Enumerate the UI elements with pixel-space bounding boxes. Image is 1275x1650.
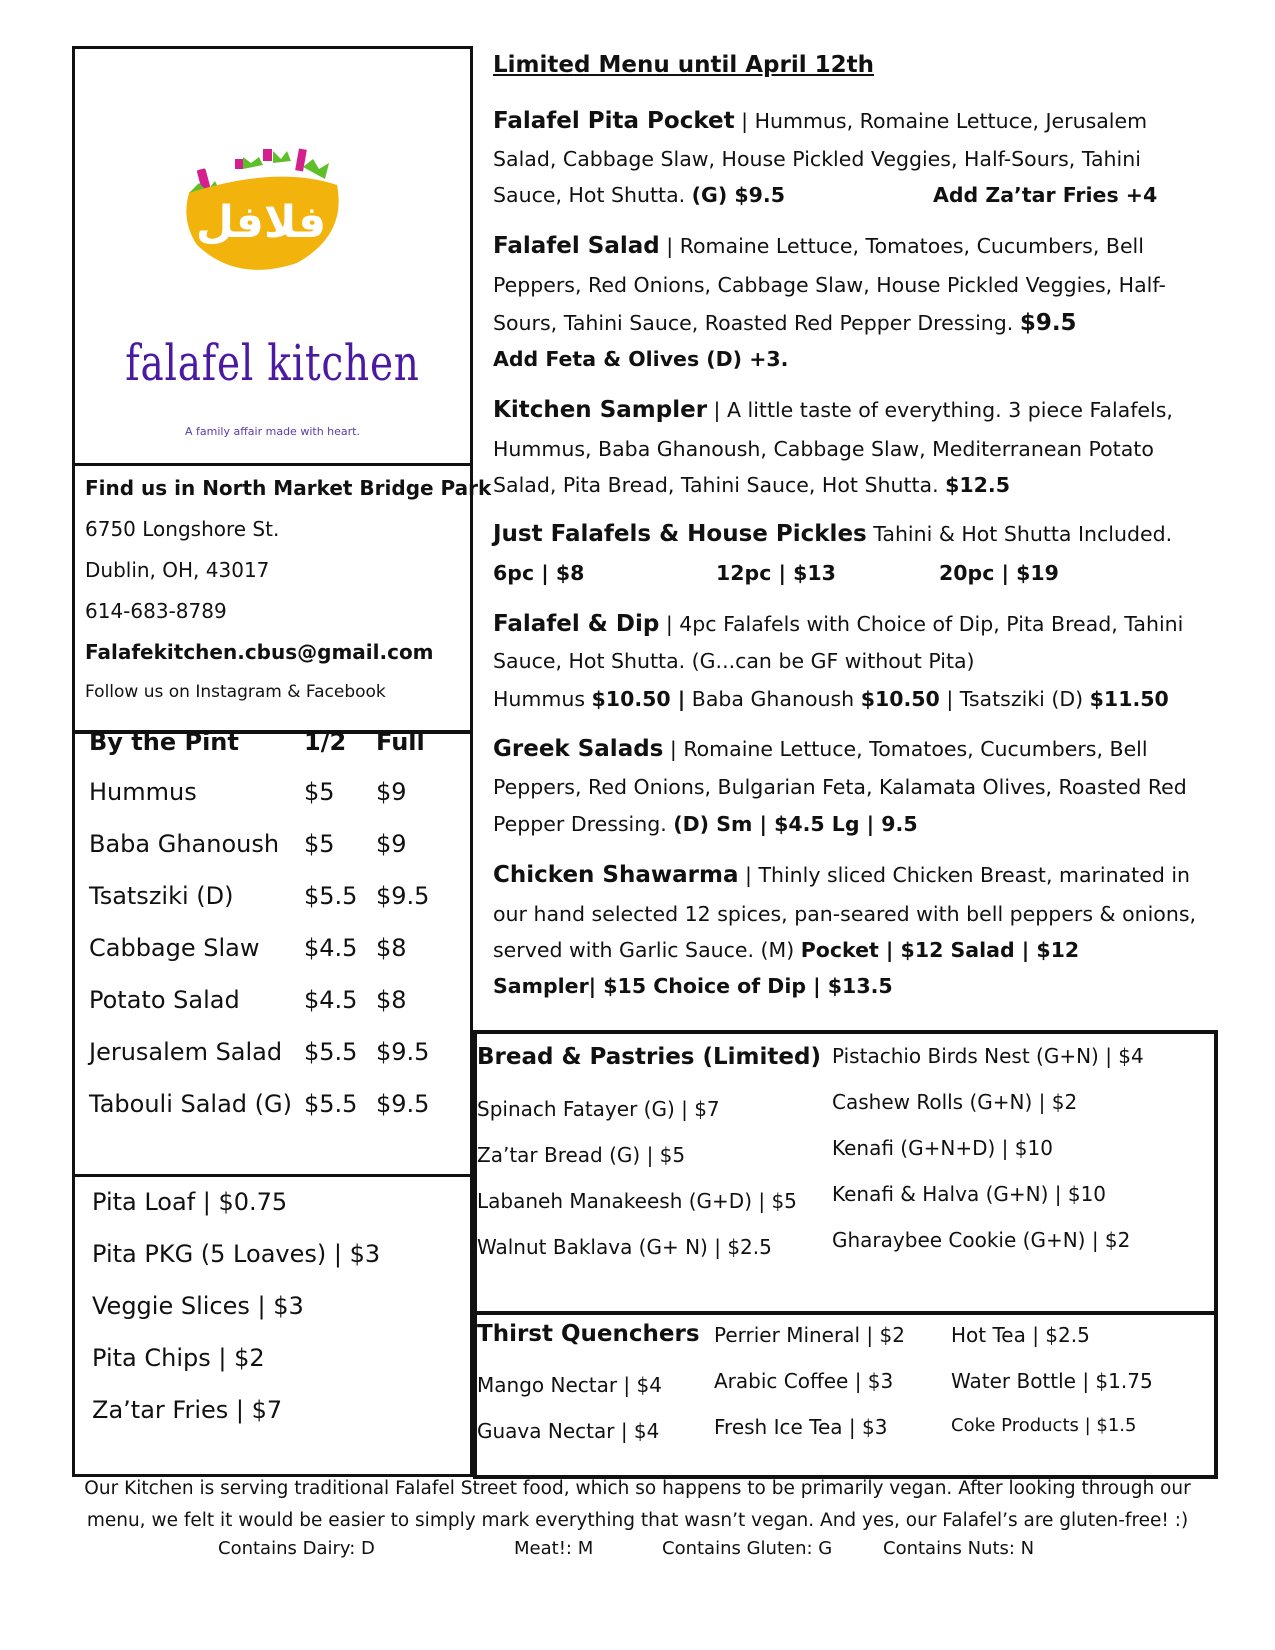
address-line-1: 6750 Longshore St.	[85, 517, 280, 541]
pita-pocket-name: Falafel Pita Pocket	[493, 108, 735, 134]
falafel-salad-line-2: Peppers, Red Onions, Cabbage Slaw, House Pickled Veggies, Half-	[493, 273, 1166, 297]
greek-salads-line-2: Peppers, Red Onions, Bulgarian Feta, Kalamata Olives, Roasted Red	[493, 775, 1187, 799]
extras-panel	[72, 1174, 473, 1477]
pita-pocket-addon: Add Za’tar Fries +4	[933, 183, 1158, 207]
falafel-salad-line-1: Falafel Salad | Romaine Lettuce, Tomatoes, Cucumbers, Bell	[493, 233, 1144, 259]
extras-item: Veggie Slices | $3	[92, 1292, 304, 1320]
shawarma-line-4: Sampler| $15 Choice of Dip | $13.5	[493, 974, 893, 998]
logo-arabic-text: فلافل	[195, 197, 327, 248]
pint-item-full-price: $8	[376, 934, 407, 962]
extras-item: Pita Chips | $2	[92, 1344, 265, 1372]
find-us-heading: Find us in North Market Bridge Park	[85, 476, 492, 500]
legend-gluten: Contains Gluten: G	[662, 1538, 833, 1559]
drink-item: Guava Nectar | $4	[477, 1419, 660, 1443]
extras-item: Za’tar Fries | $7	[92, 1396, 283, 1424]
drinks-title: Thirst Quenchers	[477, 1321, 700, 1347]
pint-item-name: Tabouli Salad (G)	[89, 1090, 292, 1118]
drink-item: Hot Tea | $2.5	[951, 1323, 1090, 1347]
pint-item-half-price: $4.5	[304, 986, 358, 1014]
brand-name: falafel kitchen	[125, 334, 420, 392]
pint-item-half-price: $5	[304, 778, 335, 806]
drink-item: Water Bottle | $1.75	[951, 1369, 1153, 1393]
legend-nuts: Contains Nuts: N	[883, 1538, 1035, 1559]
pint-title: By the Pint	[89, 728, 239, 756]
falafel-pita-logo-icon	[177, 145, 377, 295]
pint-item-name: Baba Ghanoush	[89, 830, 280, 858]
falafel-salad-addon: Add Feta & Olives (D) +3.	[493, 347, 789, 371]
drink-item: Mango Nectar | $4	[477, 1373, 662, 1397]
pint-item-half-price: $5	[304, 830, 335, 858]
falafel-dip-line-1: Falafel & Dip | 4pc Falafels with Choice of Dip, Pita Bread, Tahini	[493, 611, 1184, 637]
bread-item: Spinach Fatayer (G) | $7	[477, 1097, 720, 1121]
shawarma-name: Chicken Shawarma	[493, 862, 739, 888]
logo	[75, 49, 470, 463]
pint-item-name: Potato Salad	[89, 986, 240, 1014]
bread-item: Za’tar Bread (G) | $5	[477, 1143, 686, 1167]
kitchen-sampler-line-3: Salad, Pita Bread, Tahini Sauce, Hot Shutta. $12.5	[493, 473, 1010, 497]
email-address: Falafekitchen.cbus@gmail.com	[85, 640, 434, 664]
bread-title: Bread & Pastries (Limited)	[477, 1044, 821, 1070]
greek-salads-prices: (D) Sm | $4.5 Lg | 9.5	[673, 812, 918, 836]
just-falafels-20pc: 20pc | $19	[939, 561, 1059, 585]
pint-item-name: Jerusalem Salad	[89, 1038, 283, 1066]
pita-pocket-line-1: Falafel Pita Pocket | Hummus, Romaine Lettuce, Jerusalem	[493, 108, 1148, 134]
falafel-salad-line-3: Sours, Tahini Sauce, Roasted Red Pepper Dressing. $9.5	[493, 310, 1077, 336]
falafel-salad-name: Falafel Salad	[493, 233, 660, 259]
pint-item-half-price: $4.5	[304, 934, 358, 962]
just-falafels-line-1: Just Falafels & House Pickles Tahini & Hot Shutta Included.	[493, 521, 1173, 547]
just-falafels-name: Just Falafels & House Pickles	[493, 521, 867, 547]
pint-item-half-price: $5.5	[304, 1090, 358, 1118]
footer-note-line-2: menu, we felt it would be easier to simply mark everything that wasn’t vegan. And yes, our Falafel’s are gluten-free! :)	[86, 1510, 1189, 1531]
drink-item: Coke Products | $1.5	[951, 1415, 1137, 1436]
falafel-salad-price: $9.5	[1019, 310, 1077, 336]
falafel-dip-line-2: Sauce, Hot Shutta. (G...can be GF without Pita)	[493, 649, 975, 673]
shawarma-line-1: Chicken Shawarma | Thinly sliced Chicken Breast, marinated in	[493, 862, 1191, 888]
pint-item-name: Tsatsziki (D)	[89, 882, 234, 910]
pint-item-full-price: $9.5	[376, 1038, 430, 1066]
legend-dairy: Contains Dairy: D	[218, 1538, 375, 1559]
social-follow: Follow us on Instagram & Facebook	[85, 682, 386, 702]
pastry-item: Kenafi & Halva (G+N) | $10	[832, 1182, 1107, 1206]
pastry-item: Kenafi (G+N+D) | $10	[832, 1136, 1053, 1160]
pint-item-full-price: $9	[376, 830, 407, 858]
drink-item: Perrier Mineral | $2	[714, 1323, 905, 1347]
pita-pocket-line-2: Salad, Cabbage Slaw, House Pickled Veggies, Half-Sours, Tahini	[493, 147, 1141, 171]
menu-header: Limited Menu until April 12th	[493, 52, 874, 78]
pita-pocket-price: (G) $9.5	[691, 183, 785, 207]
pint-item-full-price: $9.5	[376, 1090, 430, 1118]
footer-note-line-1: Our Kitchen is serving traditional Falafel Street food, which so happens to be primarily vegan. After looking through our	[84, 1478, 1191, 1499]
pastry-item: Cashew Rolls (G+N) | $2	[832, 1090, 1078, 1114]
falafel-dip-prices: Hummus $10.50 | Baba Ghanoush $10.50 | Tsatsziki (D) $11.50	[493, 687, 1169, 711]
pint-col-half: 1/2	[304, 728, 347, 756]
address-line-2: Dublin, OH, 43017	[85, 558, 270, 582]
kitchen-sampler-name: Kitchen Sampler	[493, 397, 708, 423]
pita-pocket-line-3: Sauce, Hot Shutta. (G) $9.5	[493, 183, 785, 207]
shawarma-line-3: served with Garlic Sauce. (M) Pocket | $12 Salad | $12	[493, 938, 1080, 962]
pint-col-full: Full	[376, 728, 425, 756]
bread-item: Walnut Baklava (G+ N) | $2.5	[477, 1235, 772, 1259]
kitchen-sampler-line-1: Kitchen Sampler | A little taste of everything. 3 piece Falafels,	[493, 397, 1173, 423]
pastry-item: Pistachio Birds Nest (G+N) | $4	[832, 1044, 1144, 1068]
greek-salads-line-3: Pepper Dressing. (D) Sm | $4.5 Lg | 9.5	[493, 812, 918, 836]
extras-item: Pita PKG (5 Loaves) | $3	[92, 1240, 381, 1268]
just-falafels-6pc: 6pc | $8	[493, 561, 585, 585]
greek-salads-name: Greek Salads	[493, 736, 664, 762]
location-panel	[72, 463, 492, 733]
shawarma-line-2: our hand selected 12 spices, pan-seared with bell peppers & onions,	[493, 902, 1197, 926]
pint-item-half-price: $5.5	[304, 882, 358, 910]
legend-meat: Meat!: M	[514, 1538, 594, 1559]
bread-item: Labaneh Manakeesh (G+D) | $5	[477, 1189, 797, 1213]
kitchen-sampler-line-2: Hummus, Baba Ghanoush, Cabbage Slaw, Mediterranean Potato	[493, 437, 1154, 461]
by-the-pint-panel	[72, 728, 473, 1177]
bread-pastries-panel	[473, 1030, 1218, 1315]
greek-salads-line-1: Greek Salads | Romaine Lettuce, Tomatoes, Cucumbers, Bell	[493, 736, 1148, 762]
drink-item: Arabic Coffee | $3	[714, 1369, 894, 1393]
pint-item-name: Cabbage Slaw	[89, 934, 260, 962]
just-falafels-12pc: 12pc | $13	[716, 561, 836, 585]
falafel-dip-name: Falafel & Dip	[493, 611, 660, 637]
extras-item: Pita Loaf | $0.75	[92, 1188, 288, 1216]
pint-item-half-price: $5.5	[304, 1038, 358, 1066]
pint-item-name: Hummus	[89, 778, 197, 806]
pint-item-full-price: $8	[376, 986, 407, 1014]
drink-item: Fresh Ice Tea | $3	[714, 1415, 888, 1439]
brand-tagline: A family affair made with heart.	[185, 425, 360, 438]
pastry-item: Gharaybee Cookie (G+N) | $2	[832, 1228, 1131, 1252]
pint-item-full-price: $9.5	[376, 882, 430, 910]
logo-panel	[72, 46, 473, 466]
kitchen-sampler-price: $12.5	[945, 473, 1010, 497]
phone-number: 614-683-8789	[85, 599, 227, 623]
drinks-panel	[473, 1311, 1218, 1479]
pint-item-full-price: $9	[376, 778, 407, 806]
